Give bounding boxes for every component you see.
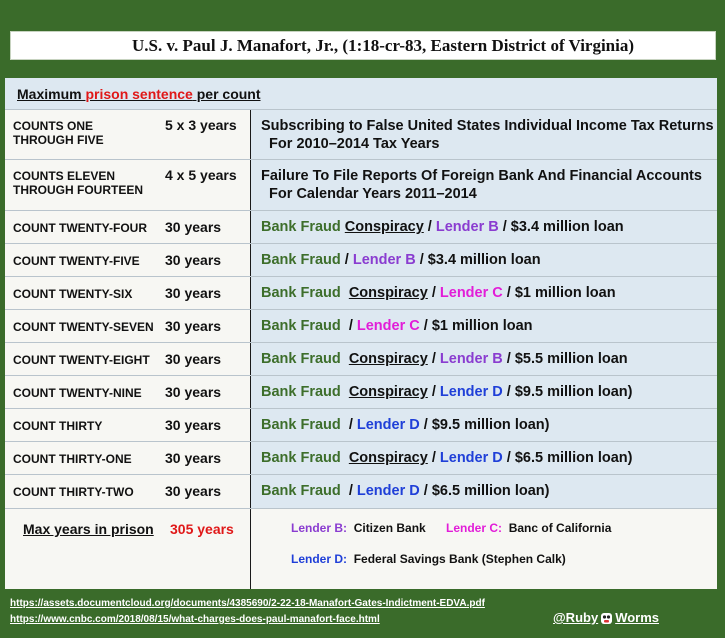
description-segment: Lender D [439, 384, 503, 400]
description-segment: / [344, 483, 357, 499]
count-description [261, 117, 714, 153]
count-name: COUNT TWENTY-FOUR [13, 221, 147, 235]
count-description [261, 383, 632, 401]
header-label [17, 86, 261, 102]
count-cell [5, 310, 251, 343]
count-cell [5, 110, 251, 160]
count-description [261, 218, 624, 236]
description-segment: Bank Fraud [261, 483, 345, 499]
description-segment: Conspiracy [348, 384, 428, 400]
description-segment: / $1 million loan [419, 318, 533, 334]
sentence-value: 30 years [165, 450, 222, 466]
description-segment: Bank Fraud [261, 450, 349, 466]
legend-b [291, 521, 426, 535]
count-name: COUNT TWENTY-FIVE [13, 254, 140, 268]
count-row [5, 375, 717, 409]
description-cell [251, 211, 717, 244]
description-segment: Bank Fraud [261, 417, 345, 433]
sentence-value: 4 x 5 years [165, 167, 237, 183]
count-row [5, 210, 717, 244]
footer [0, 590, 725, 638]
sentence-value: 30 years [165, 285, 222, 301]
description-segment: / [427, 285, 440, 301]
legend-b-value: Citizen Bank [353, 521, 426, 535]
sentence-value: 30 years [165, 252, 222, 268]
description-cell [251, 110, 717, 160]
count-row [5, 159, 717, 211]
sentence-value: 5 x 3 years [165, 117, 237, 133]
count-row [5, 474, 717, 509]
header-part-1: Maximum [17, 86, 86, 102]
legend-d-label: Lender D: [291, 552, 348, 566]
legend-c [446, 521, 611, 535]
description-segment: Lender B [352, 252, 416, 268]
count-cell [5, 244, 251, 277]
count-description [261, 284, 616, 302]
legend-cell [251, 509, 717, 589]
legend-b-label: Lender B: [291, 521, 348, 535]
count-description [261, 251, 541, 269]
description-cell [251, 376, 717, 409]
description-segment: Lender C [439, 285, 503, 301]
description-segment: Conspiracy [348, 351, 428, 367]
count-cell [5, 211, 251, 244]
count-name: COUNT TWENTY-SEVEN [13, 320, 154, 334]
count-row [5, 109, 717, 160]
count-cell [5, 160, 251, 211]
total-label: Max years in prison [23, 521, 154, 537]
description-segment: / $9.5 million loan) [419, 417, 550, 433]
count-name: COUNTS ELEVEN THROUGH FOURTEEN [13, 169, 143, 197]
description-segment: / $5.5 million loan [502, 351, 628, 367]
legend-d [291, 552, 566, 566]
description-segment: Conspiracy [348, 450, 428, 466]
description-segment: Bank Fraud [261, 384, 349, 400]
header-part-3: per count [192, 86, 261, 102]
source-link-cnbc[interactable]: https://www.cnbc.com/2018/08/15/what-charges-does-paul-manafort-face.html [10, 614, 380, 625]
description-segment: / $3.4 million loan [498, 219, 624, 235]
author-handle [553, 610, 659, 625]
sentence-value: 30 years [165, 219, 222, 235]
count-row [5, 276, 717, 310]
description-segment: Bank Fraud [261, 252, 341, 268]
handle-before: @Ruby [553, 610, 599, 625]
sentence-table [5, 78, 717, 588]
count-description [261, 350, 628, 368]
description-cell [251, 442, 717, 475]
handle-after: Worms [615, 610, 660, 625]
legend-c-label: Lender C: [446, 521, 503, 535]
description-segment: / [427, 384, 440, 400]
description-cell [251, 277, 717, 310]
description-segment: / [423, 219, 436, 235]
description-segment: / [344, 417, 357, 433]
sentence-value: 30 years [165, 351, 222, 367]
description-segment: Bank Fraud [261, 351, 349, 367]
count-name: COUNT THIRTY [13, 419, 103, 433]
count-cell [5, 343, 251, 376]
sentence-value: 30 years [165, 384, 222, 400]
description-segment: Lender D [356, 417, 420, 433]
description-segment: / $3.4 million loan [415, 252, 541, 268]
description-cell [251, 409, 717, 442]
count-name: COUNT TWENTY-EIGHT [13, 353, 150, 367]
count-name: COUNT THIRTY-TWO [13, 485, 134, 499]
total-row [5, 508, 717, 589]
legend-d-value: Federal Savings Bank (Stephen Calk) [353, 552, 566, 566]
count-description [261, 317, 533, 335]
sentence-value: 30 years [165, 483, 222, 499]
worm-icon [600, 611, 613, 625]
header-part-2: prison sentence [85, 86, 193, 102]
count-row [5, 342, 717, 376]
description-segment: Conspiracy [344, 219, 424, 235]
count-description [261, 416, 549, 434]
description-segment: Bank Fraud [261, 318, 345, 334]
description-segment: Bank Fraud [261, 219, 345, 235]
count-cell [5, 409, 251, 442]
count-description [261, 482, 549, 500]
count-cell [5, 475, 251, 509]
description-segment: / [340, 252, 353, 268]
description-cell [251, 475, 717, 509]
count-name: COUNT TWENTY-SIX [13, 287, 133, 301]
description-segment: / $1 million loan [502, 285, 616, 301]
sentence-value: 30 years [165, 318, 222, 334]
description-cell [251, 160, 717, 211]
title-banner [10, 31, 716, 60]
description-cell [251, 244, 717, 277]
description-segment: / [427, 450, 440, 466]
count-row [5, 309, 717, 343]
count-description [261, 449, 632, 467]
description-segment: / $9.5 million loan) [502, 384, 633, 400]
legend-c-value: Banc of California [508, 521, 612, 535]
count-cell [5, 277, 251, 310]
description-cell [251, 343, 717, 376]
description-segment: Lender C [356, 318, 420, 334]
description-segment: Conspiracy [348, 285, 428, 301]
count-description [261, 167, 702, 203]
table-header [5, 78, 717, 109]
count-cell [5, 376, 251, 409]
description-segment: Subscribing to False United States Individual Income Tax Returns For 2010–2014 Tax Years [261, 118, 714, 152]
count-cell [5, 442, 251, 475]
count-name: COUNT THIRTY-ONE [13, 452, 132, 466]
description-segment: / $6.5 million loan) [502, 450, 633, 466]
count-name: COUNT TWENTY-NINE [13, 386, 142, 400]
count-row [5, 441, 717, 475]
total-cell [5, 509, 251, 589]
source-link-documentcloud[interactable]: https://assets.documentcloud.org/documents/4385690/2-22-18-Manafort-Gates-Indictment-EDVA.pdf [10, 598, 485, 609]
count-row [5, 408, 717, 442]
count-row [5, 243, 717, 277]
sentence-value: 30 years [165, 417, 222, 433]
description-cell [251, 310, 717, 343]
description-segment: / [344, 318, 357, 334]
count-name: COUNTS ONE THROUGH FIVE [13, 119, 104, 147]
total-value: 305 years [170, 521, 234, 537]
description-segment: Failure To File Reports Of Foreign Bank And Financial Accounts For Calendar Years 2011–2014 [261, 168, 702, 202]
description-segment: Lender B [435, 219, 499, 235]
case-title: U.S. v. Paul J. Manafort, Jr., (1:18-cr-83, Eastern District of Virginia) [131, 35, 635, 55]
description-segment: Lender D [356, 483, 420, 499]
description-segment: Lender D [439, 450, 503, 466]
description-segment: Bank Fraud [261, 285, 349, 301]
description-segment: / $6.5 million loan) [419, 483, 550, 499]
description-segment: / [427, 351, 440, 367]
description-segment: Lender B [439, 351, 503, 367]
